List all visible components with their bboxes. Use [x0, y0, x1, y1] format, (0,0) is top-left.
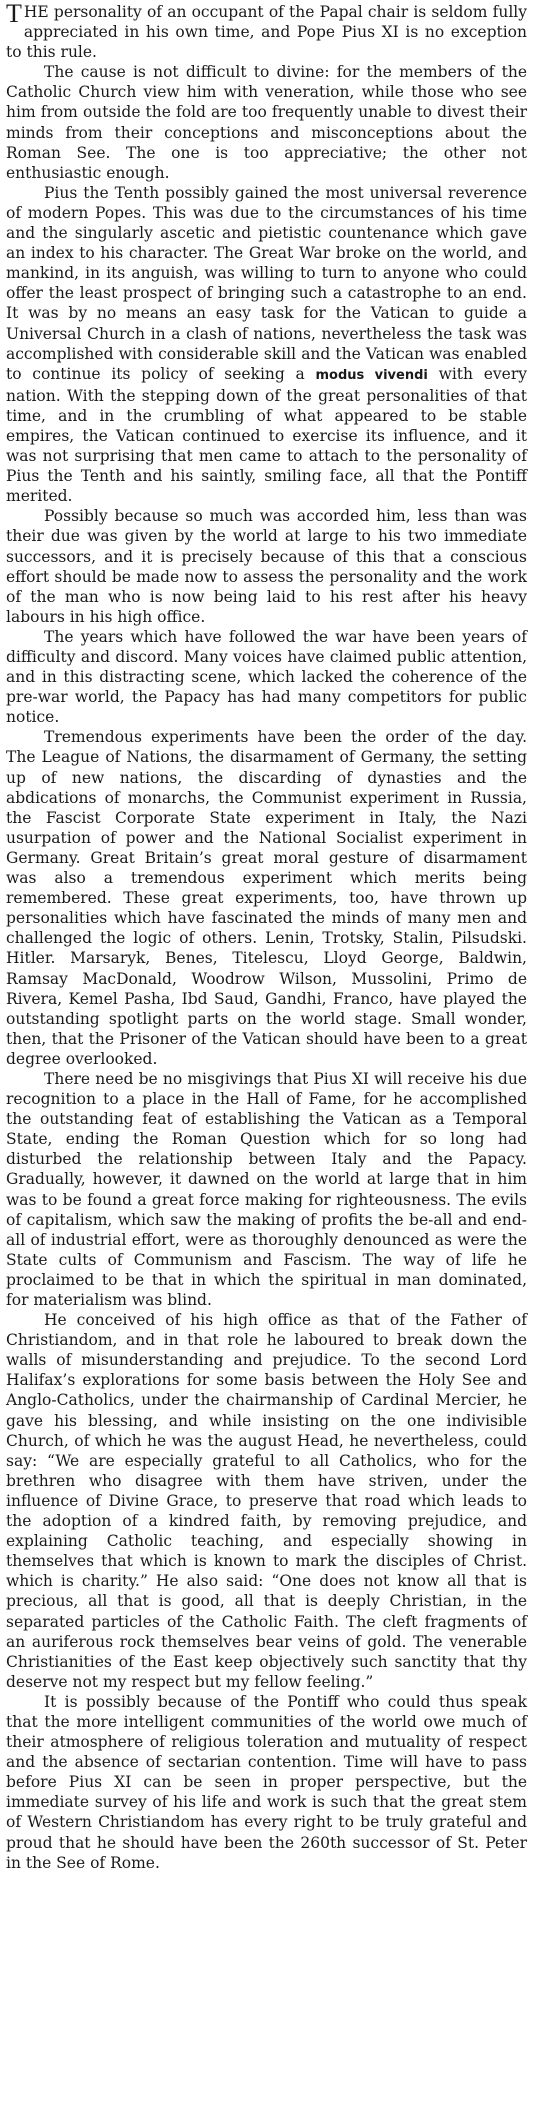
paragraph-text: with every nation. With the stepping down of the great personalities of that time, and in the crumbling of what appeared to be stable empires, the Vatican continued to exercise its influence, and it was not surprising that men came to attach to the personality of Pius the Tenth and his saintly, smiling face, all that the Pontiff merited. — [6, 364, 527, 506]
paragraph-text: Possibly because so much was accorded him, less than was their due was given by the world at large to his two immediate successors, and it is precisely because of this that a conscious effort should be made now to assess the personality and the work of the man who is now being laid to his rest after his heavy labours in his high office. — [6, 507, 527, 626]
paragraph-text: He conceived of his high office as that of the Father of Christiandom, and in that role he laboured to break down the walls of misunderstanding and prejudice. To the second Lord Halifax’s explorations for some basis between the Holy See and Anglo-Catholics, under the chairmanship of Cardinal Mercier, he gave his blessing, and while insisting on the one indivisible Church, of which he was the august Head, he nevertheless, could say: “We are especially grateful to all Catholics, who for the brethren who disagree with them have striven, under the influence of Divine Grace, to preserve that road which leads to the adoption of a kindred faith, by removing prejudice, and explaining Catholic teaching, and especially showing in themselves that which is known to mark the disciples of Christ. which is charity.” He also said: “One does not know all that is precious, all that is good, all that is deeply Christian, in the separated particles of the Catholic Faith. The cleft fragments of an auriferous rock themselves bear veins of gold. The venerable Christianities of the East keep objectively such sanctity that thy deserve not my respect but my fellow feeling.” — [6, 1311, 527, 1691]
article-paragraph — [6, 727, 527, 1069]
article-paragraph — [6, 1069, 527, 1310]
paragraph-text: The years which have followed the war have been years of difficulty and discord. Many voices have claimed public attention, and in this distracting scene, which lacked the coherence of the pre-war world, the Papacy has had many competitors for public notice. — [6, 627, 527, 727]
paragraph-text: HE personality of an occupant of the Papal chair is seldom fully appreciated in his own time, and Pope Pius XI is no exception to this rule. — [6, 3, 527, 62]
article-paragraph — [6, 62, 527, 183]
article-paragraph — [6, 183, 527, 507]
paragraph-text: Pius the Tenth possibly gained the most universal reverence of modern Popes. This was due to the circumstances of his time and the singularly ascetic and pietistic countenance which gave an index to his character. The Great War broke on the world, and mankind, in its anguish, was willing to turn to anyone who could offer the least prospect of bringing such a catastrophe to an end. It was by no means an easy task for the Vatican to guide a Universal Church in a clash of nations, nevertheless the task was accomplished with considerable skill and the Vatican was enabled to continue its policy of seeking a — [6, 183, 527, 383]
article-paragraph — [6, 1310, 527, 1692]
paragraph-text: It is possibly because of the Pontiff who could thus speak that the more intelligent communities of the world owe much of their atmosphere of religious toleration and mutuality of respect and the absence of sectarian contention. Time will have to pass before Pius XI can be seen in proper perspective, but the immediate survey of his life and work is such that the great stem of Western Christiandom has every right to be truly grateful and proud that he should have been the 260th successor of St. Peter in the See of Rome. — [6, 1692, 527, 1872]
article-paragraph — [6, 506, 527, 627]
paragraph-text: Tremendous experiments have been the order of the day. The League of Nations, the disarmament of Germany, the setting up of new nations, the discarding of dynasties and the abdications of monarchs, the Communist experiment in Russia, the Fascist Corporate State experiment in Italy, the Nazi usurpation of power and the National Socialist experiment in Germany. Great Britain’s great moral gesture of disarmament was also a tremendous experiment which merits being remembered. These great experiments, too, have thrown up personalities which have fascinated the minds of many men and challenged the logic of others. Lenin, Trotsky, Stalin, Pilsudski. Hitler. Marsaryk, Benes, Titelescu, Lloyd George, Baldwin, Ramsay MacDonald, Woodrow Wilson, Mussolini, Primo de Rivera, Kemel Pasha, Ibd Saud, Gandhi, Franco, have played the outstanding spotlight parts on the world stage. Small wonder, then, that the Prisoner of the Vatican should have been to a great degree overlooked. — [6, 728, 527, 1068]
paragraph-text: The cause is not difficult to divine: for the members of the Catholic Church view him with veneration, while those who see him from outside the fold are too frequently unable to divest their minds from their conceptions and misconceptions about the Roman See. The one is too appreciative; the other not enthusiastic enough. — [6, 63, 527, 182]
drop-cap: T — [6, 0, 22, 28]
article-paragraph — [6, 1692, 527, 1873]
emphasized-phrase: modus vivendi — [315, 367, 428, 383]
paragraph-text: There need be no misgivings that Pius XI will receive his due recognition to a place in the Hall of Fame, for he accomplished the outstanding feat of establishing the Vatican as a Temporal State, ending the Roman Question which for so long had disturbed the relationship between Italy and the Papacy. Gradually, however, it dawned on the world at large that in him was to be found a great force making for righteousness. The evils of capitalism, which saw the making of profits the be-all and end-all of industrial effort, were as thoroughly denounced as were the State cults of Communism and Fascism. The way of life he proclaimed to be that in which the spiritual in man dominated, for materialism was blind. — [6, 1069, 527, 1309]
article-body — [6, 2, 527, 1873]
article-paragraph — [6, 2, 527, 62]
article-paragraph — [6, 627, 527, 727]
